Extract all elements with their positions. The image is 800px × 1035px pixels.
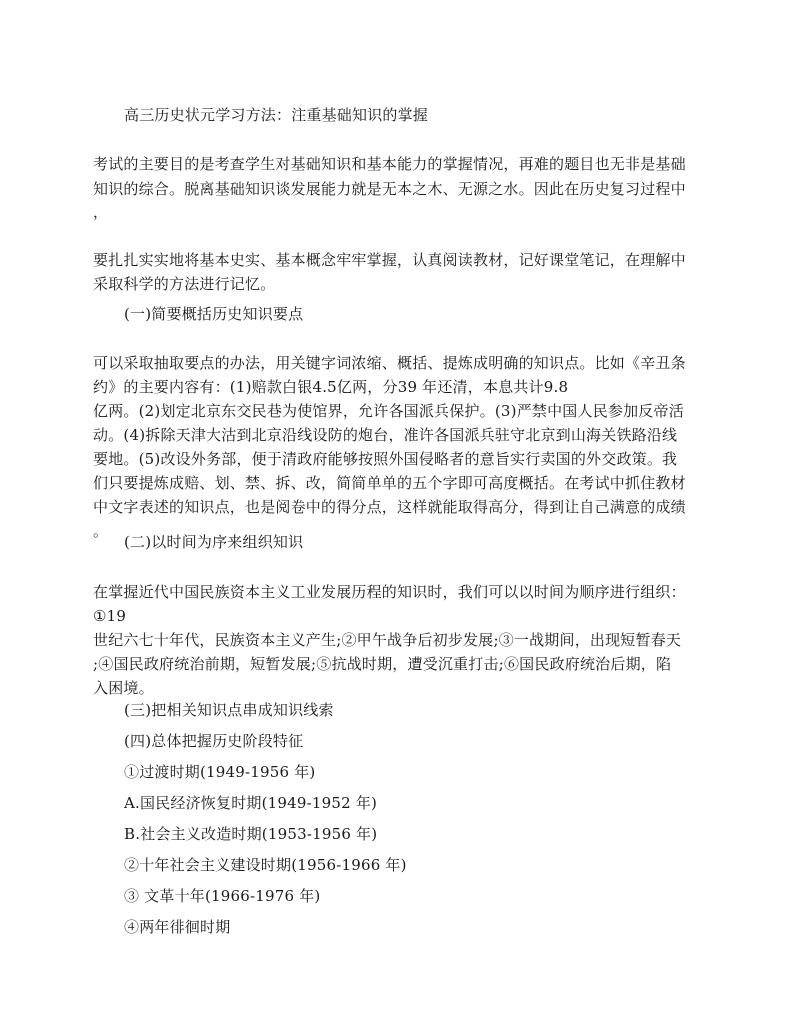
paragraph-line: 知识的综合。脱离基础知识谈发展能力就是无本之木、无源之水。因此在历史复习过程中 bbox=[93, 180, 686, 198]
stage-item: ③ 文革十年(1966-1976 年) bbox=[124, 887, 321, 905]
paragraph-line: 。 bbox=[93, 522, 109, 540]
section-heading: (三)把相关知识点串成知识线索 bbox=[124, 701, 334, 719]
paragraph-line: 动。(4)拆除天津大沽到北京沿线设防的炮台，准许各国派兵驻守北京到山海关铁路沿线 bbox=[93, 426, 678, 444]
paragraph-line: 亿两。(2)划定北京东交民巷为使馆界，允许各国派兵保护。(3)严禁中国人民参加反帝活 bbox=[93, 402, 684, 420]
paragraph-line: 入困境。 bbox=[93, 679, 154, 697]
document-title: 高三历史状元学习方法：注重基础知识的掌握 bbox=[124, 106, 429, 124]
paragraph-line: ， bbox=[93, 203, 109, 221]
paragraph-line: 要扎扎实实地将基本史实、基本概念牢牢掌握，认真阅读教材，记好课堂笔记，在理解中 bbox=[93, 251, 686, 269]
paragraph-line: 要地。(5)改设外务部，便于清政府能够按照外国侵略者的意旨实行卖国的外交政策。我 bbox=[93, 450, 678, 468]
stage-item: ①过渡时期(1949-1956 年) bbox=[124, 763, 316, 781]
stage-item: B.社会主义改造时期(1953-1956 年) bbox=[124, 825, 378, 843]
paragraph-line: ;④国民政府统治前期，短暂发展;⑤抗战时期，遭受沉重打击;⑥国民政府统治后期，陷 bbox=[93, 655, 672, 673]
paragraph-line: 考试的主要目的是考查学生对基础知识和基本能力的掌握情况，再难的题目也无非是基础 bbox=[93, 155, 686, 173]
paragraph-line: 采取科学的方法进行记忆。 bbox=[93, 275, 276, 293]
section-heading: (四)总体把握历史阶段特征 bbox=[124, 732, 304, 750]
paragraph-line: 在掌握近代中国民族资本主义工业发展历程的知识时，我们可以以时间为顺序进行组织： bbox=[93, 583, 686, 601]
section-heading: (二)以时间为序来组织知识 bbox=[124, 533, 304, 551]
paragraph-line: 们只要提炼成赔、划、禁、拆、改，简简单单的五个字即可高度概括。在考试中抓住教材 bbox=[93, 474, 686, 492]
paragraph-line: ①19 bbox=[93, 607, 127, 625]
section-heading: (一)简要概括历史知识要点 bbox=[124, 305, 304, 323]
stage-item: A.国民经济恢复时期(1949-1952 年) bbox=[124, 794, 378, 812]
paragraph-line: 中文字表述的知识点，也是阅卷中的得分点，这样就能取得高分，得到让自己满意的成绩 bbox=[93, 498, 686, 516]
stage-item: ②十年社会主义建设时期(1956-1966 年) bbox=[124, 856, 407, 874]
paragraph-line: 约》的主要内容有：(1)赔款白银4.5亿两，分39 年还清，本息共计9.8 bbox=[93, 378, 569, 396]
paragraph-line: 世纪六七十年代，民族资本主义产生;②甲午战争后初步发展;③一战期间，出现短暂春天 bbox=[93, 631, 682, 649]
paragraph-line: 可以采取抽取要点的办法，用关键字词浓缩、概括、提炼成明确的知识点。比如《辛丑条 bbox=[93, 354, 686, 372]
stage-item: ④两年徘徊时期 bbox=[124, 918, 231, 936]
